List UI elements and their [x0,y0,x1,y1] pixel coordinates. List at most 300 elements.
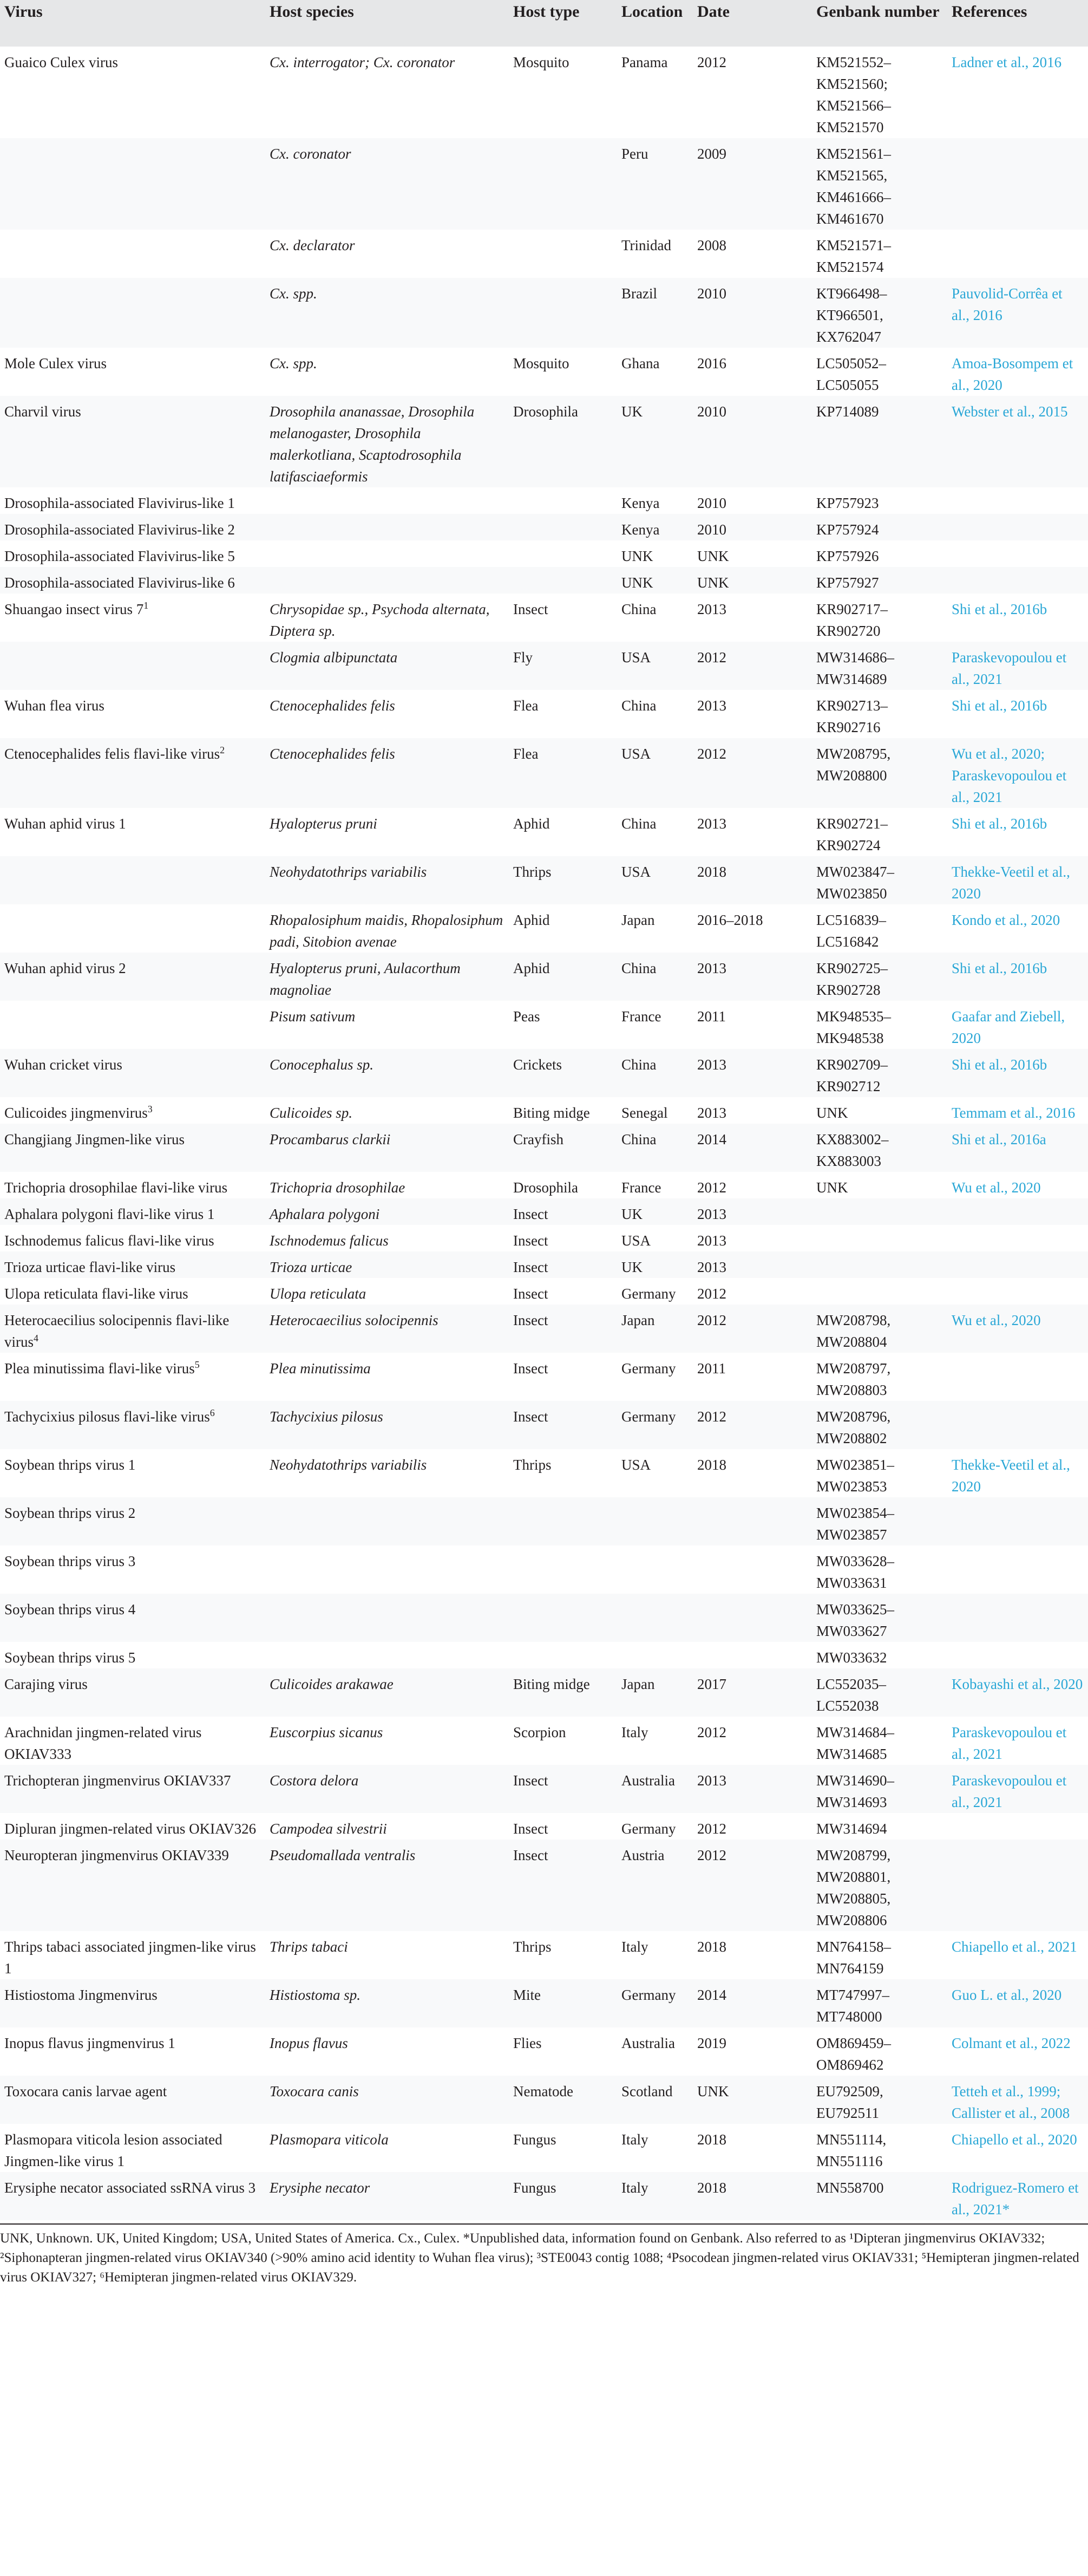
genbank-cell-text: MW033632 [816,1649,887,1666]
location-cell-text: Italy [621,2131,648,2148]
location-cell [617,2124,693,2172]
location-cell [617,567,693,594]
virus-cell-text: Ctenocephalides felis flavi-like virus [4,746,220,762]
host-species-cell-text: Ischnodemus falicus [270,1232,389,1249]
genbank-cell [812,1840,947,1931]
date-cell [693,1401,812,1449]
host-type-cell-text: Peas [513,1008,540,1025]
host-type-cell-text: Flies [513,2035,542,2051]
location-cell-text: Germany [621,1821,676,1837]
host-type-cell [509,1545,617,1594]
location-cell-text: Germany [621,1408,676,1425]
date-cell-text: 2012 [697,1821,726,1837]
virus-cell-text: Wuhan aphid virus 2 [4,960,126,976]
host-type-cell-text: Aphid [513,816,550,832]
references-cell-text[interactable]: Shi et al., 2016b [952,1057,1047,1073]
host-species-cell-text: Euscorpius sicanus [270,1724,383,1740]
location-cell [617,1198,693,1225]
host-type-cell-text: Insect [513,1206,548,1222]
references-cell [947,2076,1088,2124]
virus-cell [0,1813,265,1840]
references-cell [947,1813,1088,1840]
location-cell-text: Japan [621,1312,655,1328]
host-type-cell [509,1198,617,1225]
virus-cell [0,594,265,642]
virus-cell [0,2124,265,2172]
genbank-cell [812,47,947,138]
host-species-cell [265,2027,509,2076]
references-cell-text[interactable]: Guo L. et al., 2020 [952,1987,1062,2003]
virus-cell [0,1049,265,1097]
host-type-cell [509,1001,617,1049]
host-species-cell [265,278,509,348]
virus-cell [0,1097,265,1124]
genbank-cell-text: MN764158–MN764159 [816,1939,892,1977]
host-species-cell [265,953,509,1001]
references-cell-text[interactable]: Gaafar and Ziebell, 2020 [952,1008,1065,1046]
references-cell-text[interactable]: Wu et al., 2020; Paraskevopoulou et al., 2021 [952,746,1067,805]
location-cell-text: Australia [621,1772,675,1789]
host-type-cell [509,230,617,278]
date-cell [693,1278,812,1305]
location-cell-text: Italy [621,2180,648,2196]
date-cell-text: 2012 [697,1847,726,1863]
genbank-cell [812,1813,947,1840]
location-cell [617,808,693,856]
host-type-cell [509,2172,617,2220]
host-type-cell-text: Fungus [513,2180,556,2196]
table-row [0,514,1088,540]
date-cell-text: 2018 [697,864,726,880]
table-row [0,1225,1088,1251]
location-cell-text: USA [621,864,651,880]
header-row [0,0,1088,47]
table-body [0,47,1088,2220]
references-cell [947,2172,1088,2220]
references-cell-text[interactable]: Shi et al., 2016b [952,697,1047,714]
host-species-cell [265,2124,509,2172]
references-cell-text[interactable]: Tetteh et al., 1999; Callister et al., 2008 [952,2083,1070,2121]
genbank-cell-text: MW208796, MW208802 [816,1408,891,1446]
genbank-cell-text: KM521552–KM521560; KM521566–KM521570 [816,54,892,135]
host-type-cell-text: Scorpion [513,1724,566,1740]
host-type-cell [509,856,617,904]
location-cell [617,1401,693,1449]
date-cell-text: 2019 [697,2035,726,2051]
references-cell-text[interactable]: Wu et al., 2020 [952,1179,1041,1196]
host-type-cell [509,1497,617,1545]
host-type-cell-text: Insect [513,1312,548,1328]
table-row [0,1594,1088,1642]
table-row [0,138,1088,230]
virus-cell-text: Soybean thrips virus 5 [4,1649,136,1666]
date-cell [693,953,812,1001]
host-type-cell [509,567,617,594]
references-cell-text[interactable]: Amoa-Bosompem et al., 2020 [952,355,1073,393]
references-cell-text[interactable]: Shi et al., 2016b [952,816,1047,832]
host-species-cell [265,1305,509,1353]
references-cell-text[interactable]: Pauvolid-Corrêa et al., 2016 [952,285,1063,323]
host-type-cell-text: Insect [513,1408,548,1425]
host-species-cell [265,642,509,690]
genbank-cell [812,808,947,856]
table-row [0,2172,1088,2220]
genbank-cell-text: MN551114, MN551116 [816,2131,887,2169]
date-cell-text: 2010 [697,285,726,302]
virus-cell-text: Drosophila-associated Flavivirus-like 1 [4,495,235,511]
host-species-cell [265,2076,509,2124]
genbank-cell-text: MW023851–MW023853 [816,1457,894,1495]
host-type-cell-text: Aphid [513,960,550,976]
references-cell-text[interactable]: Paraskevopoulou et al., 2021 [952,1772,1067,1810]
references-cell-text[interactable]: Shi et al., 2016b [952,601,1047,617]
host-species-cell-text: Histiostoma sp. [270,1987,361,2003]
date-cell [693,230,812,278]
location-cell-text: Japan [621,912,655,928]
table-row [0,1979,1088,2027]
table-row [0,642,1088,690]
table-row [0,1097,1088,1124]
host-species-cell-text: Cx. interrogator; Cx. coronator [270,54,455,70]
host-species-cell-text: Inopus flavus [270,2035,348,2051]
virus-cell-text: Arachnidan jingmen-related virus OKIAV333 [4,1724,202,1762]
footnote-marker: 5 [194,1359,200,1370]
footnote-marker: 2 [220,745,225,755]
date-cell [693,1979,812,2027]
host-species-cell-text: Clogmia albipunctata [270,649,398,666]
host-type-cell-text: Insect [513,1286,548,1302]
virus-cell [0,1497,265,1545]
host-species-cell-text: Chrysopidae sp., Psychoda alternata, Diptera sp. [270,601,490,639]
column-header: References [947,0,1088,47]
footnote-marker: 3 [147,1104,153,1114]
host-species-cell-text: Cx. declarator [270,237,355,253]
host-type-cell [509,1401,617,1449]
genbank-cell-text: MW023847–MW023850 [816,864,894,902]
date-cell [693,2172,812,2220]
virus-cell [0,904,265,953]
host-species-cell-text: Cx. coronator [270,146,351,162]
references-cell-text[interactable]: Paraskevopoulou et al., 2021 [952,649,1067,687]
host-type-cell [509,1840,617,1931]
virus-cell [0,808,265,856]
genbank-cell [812,1001,947,1049]
virus-cell-text: Plasmopara viticola lesion associated Jingmen-like virus 1 [4,2131,222,2169]
references-cell [947,348,1088,396]
virus-cell-text: Wuhan cricket virus [4,1057,122,1073]
date-cell [693,1931,812,1979]
references-cell-text[interactable]: Thekke-Veetil et al., 2020 [952,864,1070,902]
host-species-cell [265,738,509,808]
location-cell-text: China [621,960,657,976]
references-cell [947,1198,1088,1225]
genbank-cell-text: KR902709–KR902712 [816,1057,888,1094]
references-cell-text[interactable]: Colmant et al., 2022 [952,2035,1071,2051]
host-species-cell-text: Erysiphe necator [270,2180,370,2196]
genbank-cell-text: MW208799, MW208801, MW208805, MW208806 [816,1847,891,1928]
host-species-cell-text: Aphalara polygoni [270,1206,380,1222]
host-type-cell [509,1765,617,1813]
genbank-cell [812,2027,947,2076]
virus-cell-text: Guaico Culex virus [4,54,118,70]
location-cell [617,1049,693,1097]
host-type-cell [509,278,617,348]
genbank-cell-text: KM521561–KM521565, KM461666–KM461670 [816,146,892,227]
table-row [0,1198,1088,1225]
location-cell [617,1642,693,1668]
host-type-cell [509,1353,617,1401]
location-cell [617,953,693,1001]
genbank-cell-text: MW208797, MW208803 [816,1360,891,1398]
virus-cell-text: Soybean thrips virus 2 [4,1505,136,1521]
host-type-cell [509,1979,617,2027]
host-type-cell [509,1813,617,1840]
virus-cell-text: Culicoides jingmenvirus [4,1105,148,1121]
table-row [0,487,1088,514]
location-cell [617,1305,693,1353]
host-species-cell [265,1198,509,1225]
host-species-cell-text: Pseudomallada ventralis [270,1847,416,1863]
date-cell-text: 2013 [697,960,726,976]
location-cell-text: Germany [621,1987,676,2003]
date-cell [693,1594,812,1642]
references-cell [947,2027,1088,2076]
virus-cell [0,567,265,594]
genbank-cell-text: MW208798, MW208804 [816,1312,891,1350]
genbank-cell-text: UNK [816,1105,848,1121]
date-cell-text: 2013 [697,1259,726,1275]
references-cell-text[interactable]: Ladner et al., 2016 [952,54,1062,70]
genbank-cell [812,396,947,487]
host-species-cell [265,540,509,567]
genbank-cell-text: UNK [816,1179,848,1196]
references-cell-text[interactable]: Shi et al., 2016a [952,1131,1046,1147]
table-row [0,856,1088,904]
date-cell-text: 2012 [697,1408,726,1425]
location-cell-text: China [621,601,657,617]
genbank-cell [812,2172,947,2220]
virus-cell [0,1124,265,1172]
date-cell [693,396,812,487]
date-cell-text: UNK [697,2083,729,2099]
virus-cell-text: Tachycixius pilosus flavi-like virus [4,1408,210,1425]
host-type-cell [509,487,617,514]
location-cell [617,138,693,230]
table-row [0,540,1088,567]
location-cell [617,230,693,278]
host-type-cell-text: Insect [513,1821,548,1837]
table-row [0,2076,1088,2124]
references-cell [947,47,1088,138]
column-header: Virus [0,0,265,47]
genbank-cell-text: MW314686–MW314689 [816,649,894,687]
host-type-cell [509,1305,617,1353]
host-species-cell [265,1840,509,1931]
table-row [0,953,1088,1001]
date-cell [693,1668,812,1717]
host-type-cell [509,1931,617,1979]
genbank-cell [812,348,947,396]
virus-cell [0,1401,265,1449]
virus-cell-text: Wuhan aphid virus 1 [4,816,126,832]
virus-cell-text: Plea minutissima flavi-like virus [4,1360,195,1377]
references-cell [947,1642,1088,1668]
date-cell-text: 2008 [697,237,726,253]
table-row [0,1124,1088,1172]
virus-cell [0,47,265,138]
date-cell-text: 2013 [697,1232,726,1249]
virus-cell-text: Ischnodemus falicus flavi-like virus [4,1232,214,1249]
references-cell [947,808,1088,856]
host-species-cell-text: Costora delora [270,1772,359,1789]
genbank-cell-text: LC552035–LC552038 [816,1676,887,1714]
host-type-cell [509,1097,617,1124]
date-cell [693,738,812,808]
references-cell-text[interactable]: Chiapello et al., 2020 [952,2131,1077,2148]
genbank-cell-text: MW023854–MW023857 [816,1505,894,1543]
date-cell [693,1124,812,1172]
date-cell [693,1001,812,1049]
references-cell-text[interactable]: Kobayashi et al., 2020 [952,1676,1083,1692]
virus-cell-text: Charvil virus [4,403,81,420]
genbank-cell-text: KX883002–KX883003 [816,1131,889,1169]
references-cell-text[interactable]: Temmam et al., 2016 [952,1105,1076,1121]
column-header: Host type [509,0,617,47]
references-cell-text[interactable]: Paraskevopoulou et al., 2021 [952,1724,1067,1762]
host-species-cell-text: Trichopria drosophilae [270,1179,405,1196]
references-cell-text[interactable]: Thekke-Veetil et al., 2020 [952,1457,1070,1495]
location-cell [617,1840,693,1931]
table-row [0,904,1088,953]
references-cell-text[interactable]: Shi et al., 2016b [952,960,1047,976]
virus-cell [0,1765,265,1813]
date-cell-text: 2010 [697,521,726,538]
location-cell [617,1545,693,1594]
host-species-cell-text: Drosophila ananassae, Drosophila melanogaster, Drosophila malerkotliana, Scaptodrosophila latifasciaeformis [270,403,475,485]
location-cell [617,1097,693,1124]
virus-cell [0,1353,265,1401]
references-cell-text[interactable]: Kondo et al., 2020 [952,912,1060,928]
host-type-cell-text: Insect [513,1232,548,1249]
genbank-cell-text: MW314694 [816,1821,887,1837]
references-cell [947,856,1088,904]
references-cell [947,1668,1088,1717]
location-cell [617,1225,693,1251]
host-species-cell-text: Campodea silvestrii [270,1821,387,1837]
host-type-cell [509,1668,617,1717]
date-cell-text: UNK [697,548,729,564]
date-cell [693,348,812,396]
genbank-cell [812,1251,947,1278]
host-species-cell [265,1545,509,1594]
date-cell [693,808,812,856]
references-cell [947,1497,1088,1545]
virus-cell [0,642,265,690]
location-cell-text: Peru [621,146,648,162]
references-cell [947,1840,1088,1931]
references-cell [947,690,1088,738]
genbank-cell-text: MW314684–MW314685 [816,1724,894,1762]
date-cell-text: 2013 [697,816,726,832]
host-species-cell [265,1401,509,1449]
column-header: Date [693,0,812,47]
date-cell-text: 2012 [697,1724,726,1740]
location-cell [617,1668,693,1717]
date-cell-text: 2018 [697,1939,726,1955]
virus-cell-text: Toxocara canis larvae agent [4,2083,167,2099]
date-cell-text: 2009 [697,146,726,162]
host-type-cell-text: Insect [513,1360,548,1377]
host-species-cell-text: Pisum sativum [270,1008,356,1025]
genbank-cell [812,1049,947,1097]
location-cell [617,1278,693,1305]
references-cell-text[interactable]: Chiapello et al., 2021 [952,1939,1077,1955]
location-cell-text: USA [621,746,651,762]
host-species-cell [265,1813,509,1840]
genbank-cell [812,567,947,594]
host-type-cell [509,2027,617,2076]
table-row [0,1840,1088,1931]
host-type-cell-text: Biting midge [513,1105,590,1121]
host-type-cell [509,1049,617,1097]
virus-cell-text: Mole Culex virus [4,355,107,371]
location-cell [617,738,693,808]
date-cell [693,1225,812,1251]
references-cell-text[interactable]: Webster et al., 2015 [952,403,1068,420]
genbank-cell [812,230,947,278]
references-cell [947,1765,1088,1813]
location-cell [617,1251,693,1278]
virus-cell-text: Soybean thrips virus 4 [4,1601,136,1618]
host-species-cell-text: Ulopa reticulata [270,1286,366,1302]
table-row [0,1765,1088,1813]
virus-cell [0,138,265,230]
host-species-cell [265,1668,509,1717]
host-species-cell-text: Toxocara canis [270,2083,359,2099]
table-footnote: UNK, Unknown. UK, United Kingdom; USA, United States of America. Cx., Culex. *Unpublished data, information found on Genbank. Also referred to as ¹Dipteran jingmenvirus OKIAV332; ²Siphonapteran jingmen-related virus OKIAV340 (>90% amino acid identity to Wuhan flea virus); ³STE0043 contig 1088; ⁴Psocodean jingmen-related virus OKIAV331; ⁵Hemipteran jingmen-related virus OKIAV327; ⁶Hemipteran jingmen-related virus OKIAV329. [0,2231,1079,2285]
location-cell [617,904,693,953]
references-cell-text[interactable]: Wu et al., 2020 [952,1312,1041,1328]
virus-cell-text: Soybean thrips virus 3 [4,1553,136,1569]
virus-cell [0,953,265,1001]
host-species-cell-text: Neohydatothrips variabilis [270,1457,427,1473]
host-species-cell [265,1097,509,1124]
date-cell [693,1305,812,1353]
location-cell-text: UK [621,1206,643,1222]
date-cell [693,138,812,230]
table-row [0,1049,1088,1097]
date-cell [693,278,812,348]
references-cell [947,1717,1088,1765]
genbank-cell-text: KP757926 [816,548,879,564]
table-row [0,2027,1088,2076]
location-cell [617,1353,693,1401]
host-species-cell-text: Culicoides arakawae [270,1676,394,1692]
virus-cell-text: Erysiphe necator associated ssRNA virus 3 [4,2180,256,2196]
table-row [0,230,1088,278]
genbank-cell-text: KR902721–KR902724 [816,816,888,853]
references-cell-text[interactable]: Rodriguez-Romero et al., 2021* [952,2180,1079,2218]
table-row [0,1278,1088,1305]
references-cell [947,487,1088,514]
date-cell-text: 2013 [697,601,726,617]
table-row [0,348,1088,396]
table-row [0,808,1088,856]
location-cell-text: China [621,697,657,714]
genbank-cell [812,953,947,1001]
location-cell-text: USA [621,649,651,666]
host-species-cell-text: Hyalopterus pruni, Aulacorthum magnoliae [270,960,461,998]
